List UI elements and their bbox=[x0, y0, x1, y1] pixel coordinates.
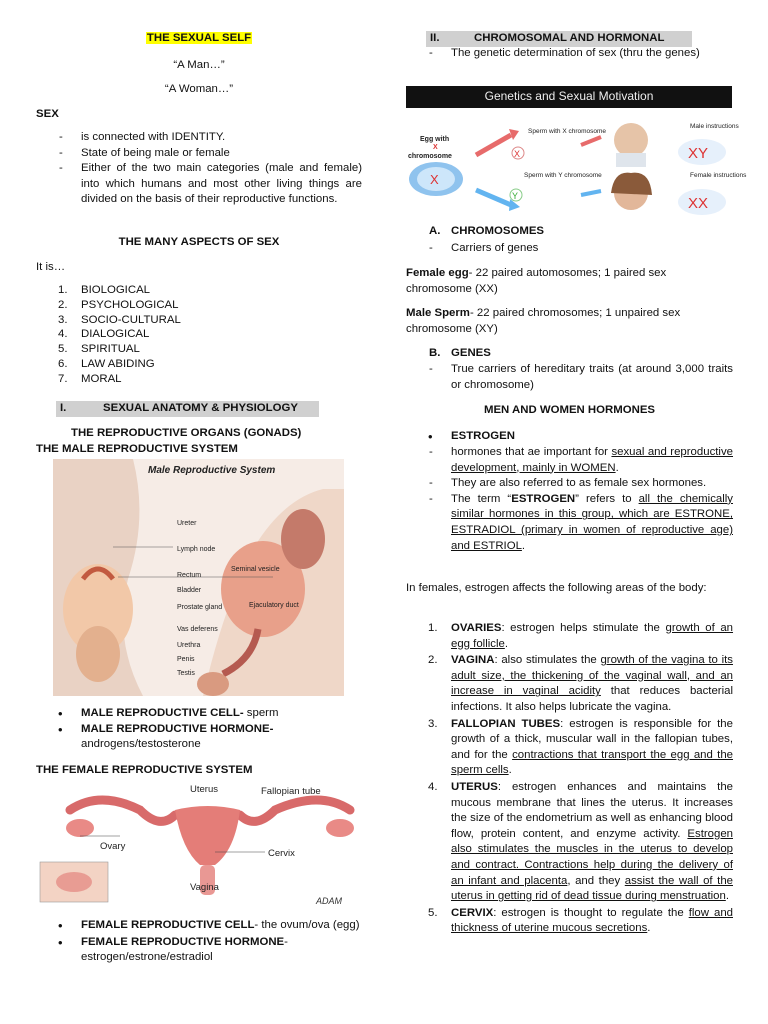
list-item: 5. SPIRITUAL bbox=[58, 343, 140, 356]
female-system-heading: THE FEMALE REPRODUCTIVE SYSTEM bbox=[36, 764, 253, 776]
genes-list bbox=[406, 362, 733, 393]
male-reproductive-illustration bbox=[53, 459, 344, 696]
genes-heading: GENES bbox=[451, 347, 491, 359]
list-item: 1. OVARIES: estrogen helps stimulate the growth of an egg follicle. bbox=[428, 622, 734, 650]
female-egg-text: Female egg- 22 paired automosomes; 1 paired sex chromosome (XX) bbox=[406, 267, 667, 295]
svg-text:Male instructions: Male instructions bbox=[690, 123, 739, 130]
hormones-heading: MEN AND WOMEN HORMONES bbox=[483, 404, 656, 416]
list-item: 7. MORAL bbox=[58, 372, 122, 385]
list-item: 3. FALLOPIAN TUBES: estrogen is responsible for the growth of a thick, muscular wall in the fallopian tubes, and for the contractions that transport the egg and the sperm cells. bbox=[428, 717, 733, 777]
chromosomes-heading: CHROMOSOMES bbox=[451, 225, 545, 237]
genes-letter: B. bbox=[429, 347, 441, 359]
estrogen-bullet bbox=[406, 429, 733, 445]
svg-text:Urethra: Urethra bbox=[177, 642, 201, 649]
list-item: - The genetic determination of sex (thru the genes) bbox=[406, 46, 733, 62]
list-item: - State of being male or female bbox=[36, 146, 362, 162]
list-item: • MALE REPRODUCTIVE HORMONE- androgens/testosterone bbox=[36, 722, 362, 753]
svg-text:XY: XY bbox=[688, 145, 709, 162]
estrogen-list bbox=[406, 445, 733, 554]
list-item: - is connected with IDENTITY. bbox=[36, 130, 362, 146]
svg-text:Female instructions: Female instructions bbox=[690, 172, 747, 179]
list-item: 3. SOCIO-CULTURAL bbox=[58, 313, 181, 326]
list-item: • ESTROGEN bbox=[406, 429, 733, 445]
svg-text:Ovary: Ovary bbox=[100, 841, 126, 852]
male-image-title: Male Reproductive System bbox=[148, 465, 276, 476]
list-item: 2. PSYCHOLOGICAL bbox=[58, 298, 179, 311]
estrogen-areas-list bbox=[406, 621, 733, 937]
svg-text:Penis: Penis bbox=[177, 656, 195, 663]
svg-text:X: X bbox=[514, 149, 521, 159]
organs-heading: THE REPRODUCTIVE ORGANS (GONADS) bbox=[71, 427, 302, 439]
list-item: - They are also referred to as female sex hormones. bbox=[406, 476, 733, 492]
svg-text:Fallopian tube: Fallopian tube bbox=[261, 786, 321, 797]
list-item: - hormones that ae important for sexual and reproductive development, mainly in WOMEN. bbox=[406, 445, 733, 476]
svg-text:Sperm with Y chromosome: Sperm with Y chromosome bbox=[524, 172, 602, 179]
chromosomes-list bbox=[406, 241, 733, 257]
svg-text:Seminal vesicle: Seminal vesicle bbox=[231, 566, 280, 573]
quote-man: “A Man…” bbox=[173, 59, 225, 71]
male-sperm-text: Male Sperm- 22 paired chromosomes; 1 unpaired sex chromosome (XY) bbox=[406, 307, 681, 335]
document-title: THE SEXUAL SELF bbox=[146, 32, 252, 44]
svg-text:Bladder: Bladder bbox=[177, 587, 202, 594]
female-reproductive-illustration bbox=[40, 780, 362, 905]
genetics-banner: Genetics and Sexual Motivation bbox=[406, 86, 732, 108]
svg-text:Rectum: Rectum bbox=[177, 572, 202, 579]
list-item: - Either of the two main categories (male and female) into which humans and most other living things are divided on the basis of their reproductive functions. bbox=[36, 161, 362, 208]
list-item: • FEMALE REPRODUCTIVE CELL- the ovum/ova (egg) bbox=[36, 918, 362, 934]
svg-text:Ejaculatory duct: Ejaculatory duct bbox=[249, 602, 299, 609]
sex-list bbox=[36, 130, 362, 208]
svg-text:Y: Y bbox=[512, 191, 519, 201]
svg-text:X: X bbox=[430, 172, 439, 187]
chromosomes-letter: A. bbox=[429, 225, 441, 237]
list-item: 4. DIALOGICAL bbox=[58, 328, 150, 341]
svg-text:XX: XX bbox=[688, 195, 709, 212]
it-is-text: It is… bbox=[36, 261, 66, 273]
list-item: - The term “ESTROGEN” refers to all the chemically similar hormones in this group, which are ESTRONE, ESTRADIOL (primary in women of reproductive age) and ESTRIOL. bbox=[406, 492, 733, 554]
section-2-heading: II. CHROMOSOMAL AND HORMONAL bbox=[426, 31, 692, 47]
adam-logo: ADAM bbox=[316, 896, 343, 906]
svg-text:Uterus: Uterus bbox=[190, 784, 218, 795]
svg-text:Ureter: Ureter bbox=[177, 520, 197, 527]
list-item: • MALE REPRODUCTIVE CELL- sperm bbox=[36, 706, 362, 722]
list-item: 1. BIOLOGICAL bbox=[58, 284, 151, 296]
section-1-heading: I. SEXUAL ANATOMY & PHYSIOLOGY bbox=[56, 401, 319, 417]
svg-text:Lymph node: Lymph node bbox=[177, 546, 216, 553]
male-facts-list bbox=[36, 706, 362, 753]
svg-text:Egg with: Egg with bbox=[420, 136, 450, 143]
list-item: • FEMALE REPRODUCTIVE HORMONE- estrogen/estrone/estradiol bbox=[36, 935, 362, 966]
list-item: - Carriers of genes bbox=[406, 241, 733, 257]
svg-text:X: X bbox=[433, 144, 438, 151]
aspects-list bbox=[36, 283, 362, 387]
quote-woman: “A Woman…” bbox=[164, 83, 234, 95]
svg-text:Prostate gland: Prostate gland bbox=[177, 604, 223, 611]
female-facts-list bbox=[36, 918, 362, 966]
svg-text:Vagina: Vagina bbox=[190, 882, 219, 893]
aspects-heading: THE MANY ASPECTS OF SEX bbox=[118, 236, 280, 248]
svg-text:Testis: Testis bbox=[177, 670, 195, 677]
sex-heading: SEX bbox=[36, 108, 59, 120]
list-item: 5. CERVIX: estrogen is thought to regulate the flow and thickness of uterine mucous secretions. bbox=[428, 906, 733, 935]
svg-text:Vas deferens: Vas deferens bbox=[177, 626, 218, 633]
genetics-illustration bbox=[406, 115, 747, 220]
areas-intro: In females, estrogen affects the following areas of the body: bbox=[406, 582, 707, 594]
list-item: 2. VAGINA: also stimulates the growth of the vagina to its adult size, the thickening of the vaginal wall, and an increase in vaginal acidity that reduces bacterial infections. It also helps lubricate the vagina. bbox=[428, 654, 733, 713]
genetic-list bbox=[406, 46, 733, 62]
svg-text:Cervix: Cervix bbox=[268, 848, 295, 859]
svg-text:Sperm with X chromosome: Sperm with X chromosome bbox=[528, 128, 607, 135]
male-system-heading: THE MALE REPRODUCTIVE SYSTEM bbox=[36, 443, 238, 455]
list-item: 4. UTERUS: estrogen enhances and maintains the mucous membrane that lines the uterus. It increases the size of the endometrium as well as enhancing blood flow, protein content, and enzyme activity. Estrogen also stimulates the muscles in the uterus to develop and contract. Contractions help during the delivery of an infant and placenta, and they assist the wall of the uterus in getting rid of dead tissue during menstruation. bbox=[428, 780, 733, 903]
list-item: - True carriers of hereditary traits (at around 3,000 traits or chromosome) bbox=[406, 362, 733, 393]
svg-text:chromosome: chromosome bbox=[408, 153, 452, 160]
list-item: 6. LAW ABIDING bbox=[58, 357, 155, 370]
